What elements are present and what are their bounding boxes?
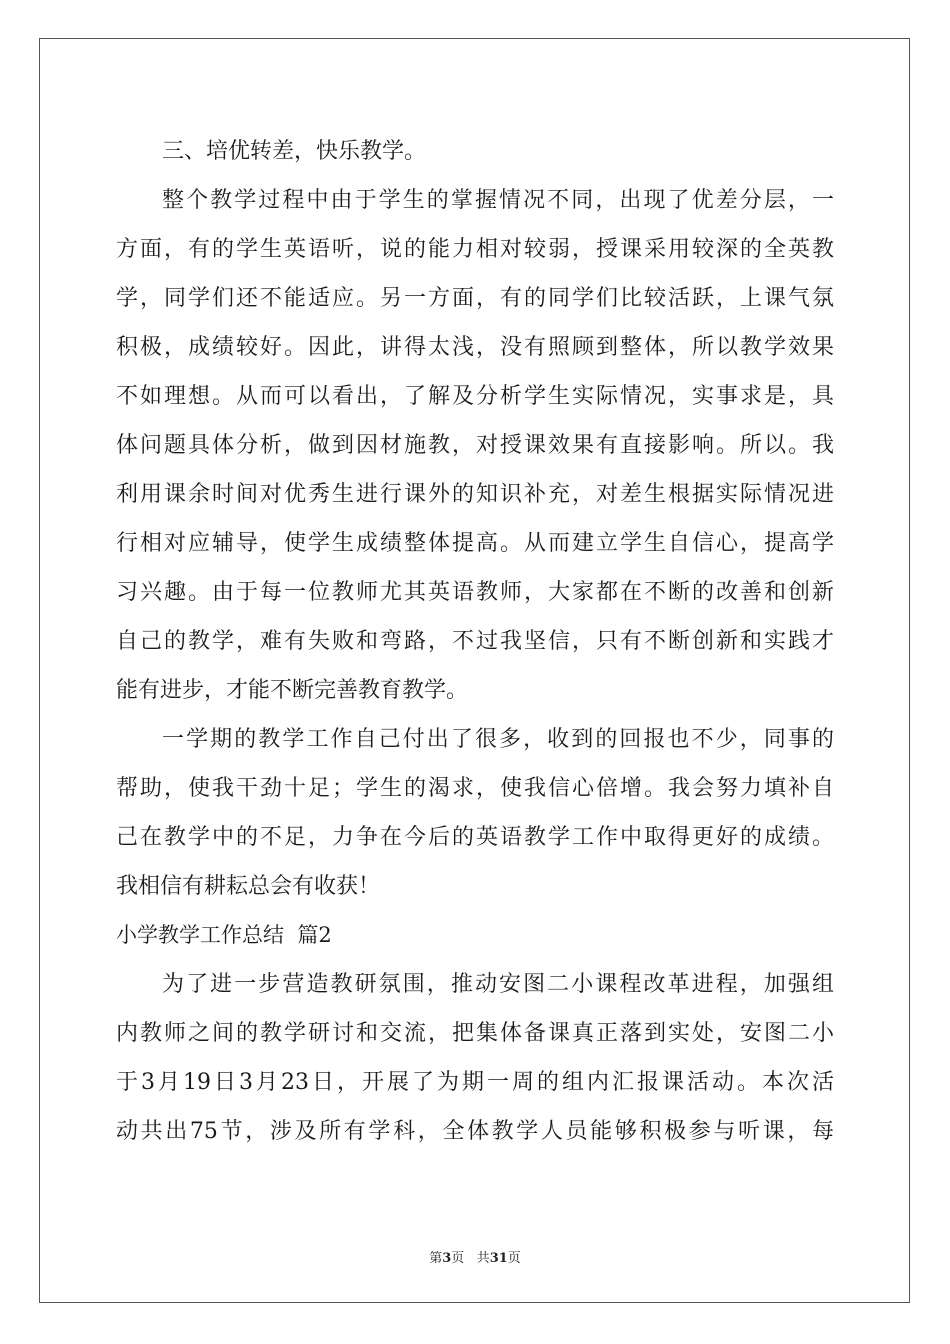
article-heading: 小学教学工作总结 篇2 xyxy=(116,923,332,947)
section-title: 三、培优转差，快乐教学。 xyxy=(162,139,427,164)
paragraph-line: 能有进步，才能不断完善教育教学。 xyxy=(116,678,469,703)
paragraph-line: 学，同学们还不能适应。另一方面，有的同学们比较活跃，上课气氛 xyxy=(116,286,834,311)
paragraph-line: 习兴趣。由于每一位教师尤其英语教师，大家都在不断的改善和创新 xyxy=(116,580,834,605)
paragraph-line: 己在教学中的不足，力争在今后的英语教学工作中取得更好的成绩。 xyxy=(116,825,834,850)
paragraph-line: 行相对应辅导，使学生成绩整体提高。从而建立学生自信心，提高学 xyxy=(116,531,834,556)
paragraph-line: 动共出75节，涉及所有学科，全体教学人员能够积极参与听课，每 xyxy=(116,1119,834,1144)
paragraph-line: 积极，成绩较好。因此，讲得太浅，没有照顾到整体，所以教学效果 xyxy=(116,335,834,360)
paragraph-2 xyxy=(116,715,834,911)
paragraph-line: 自己的教学，难有失败和弯路，不过我坚信，只有不断创新和实践才 xyxy=(116,629,834,654)
paragraph-line: 体问题具体分析，做到因材施教，对授课效果有直接影响。所以。我 xyxy=(116,433,834,458)
paragraph-line: 方面，有的学生英语听，说的能力相对较弱，授课采用较深的全英教 xyxy=(116,237,834,262)
paragraph-line: 于3月19日3月23日，开展了为期一周的组内汇报课活动。本次活 xyxy=(116,1070,834,1095)
paragraph-line: 内教师之间的教学研讨和交流，把集体备课真正落到实处，安图二小 xyxy=(116,1021,834,1046)
paragraph-line: 利用课余时间对优秀生进行课外的知识补充，对差生根据实际情况进 xyxy=(116,482,834,507)
page-footer xyxy=(0,1247,950,1266)
footer-prefix: 第 xyxy=(429,1251,443,1266)
paragraph-3 xyxy=(116,960,834,1156)
paragraph-line: 一学期的教学工作自己付出了很多，收到的回报也不少，同事的 xyxy=(162,727,834,752)
total-pages-number: 31 xyxy=(489,1251,508,1266)
paragraph-line: 我相信有耕耘总会有收获！ xyxy=(116,874,381,899)
paragraph-1 xyxy=(116,176,834,715)
footer-page-word: 页 xyxy=(451,1251,465,1266)
paragraph-line: 帮助，使我干劲十足；学生的渴求，使我信心倍增。我会努力填补自 xyxy=(116,776,834,801)
document-body xyxy=(116,127,834,1156)
paragraph-line: 整个教学过程中由于学生的掌握情况不同，出现了优差分层，一 xyxy=(162,188,834,213)
current-page-number: 3 xyxy=(442,1251,452,1266)
paragraph-line: 为了进一步营造教研氛围，推动安图二小课程改革进程，加强组 xyxy=(162,972,834,997)
paragraph-line: 不如理想。从而可以看出，了解及分析学生实际情况，实事求是，具 xyxy=(116,384,834,409)
footer-total-suffix: 页 xyxy=(507,1251,521,1266)
footer-total-prefix: 共 xyxy=(476,1251,490,1266)
